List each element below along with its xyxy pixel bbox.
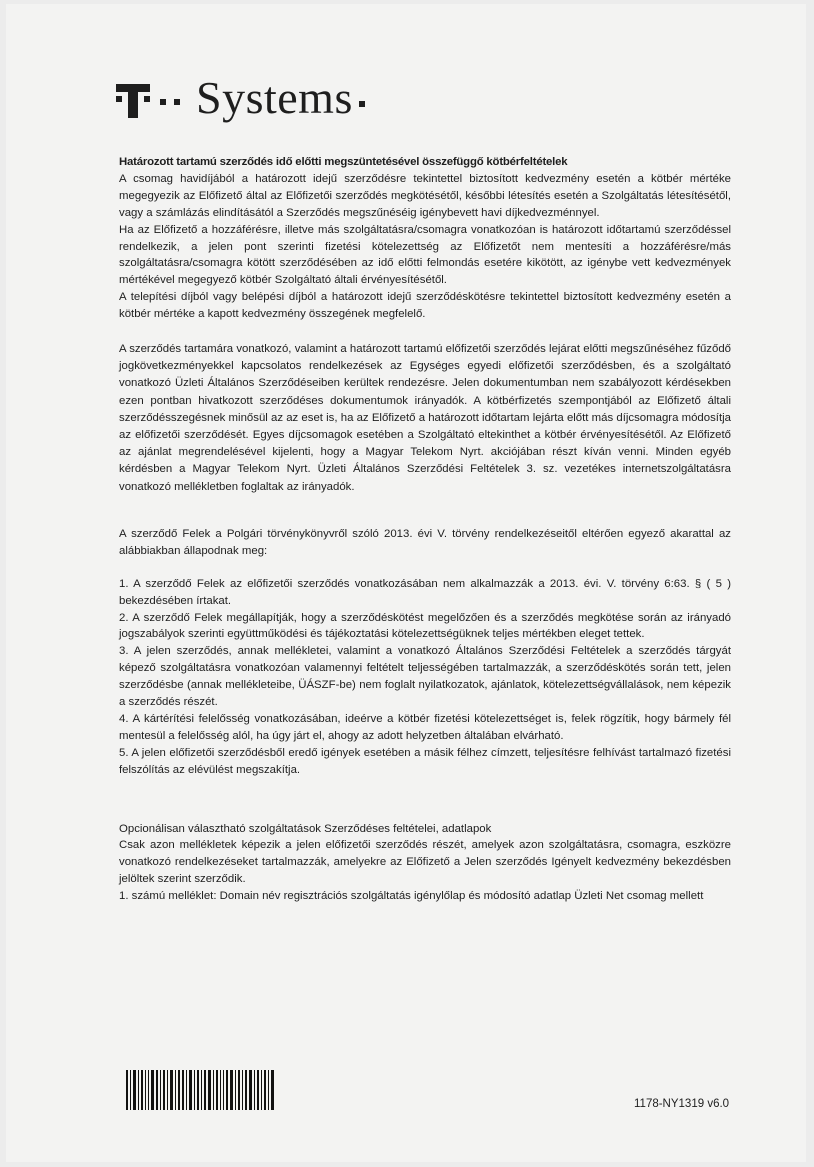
section1-paragraph: A csomag havidíjából a határozott idejű szerződésre tekintettel biztosított kedvezmény esetén a kötbér mértéke megegyezik az Előfizető által az Előfizetői szerződés megkötésétől, későbbi létesítés esetén a Szolgáltatás létesítésétől, vagy a számlázás elindításától a Szerződés megszűnéséig igénybevett havi díjkedvezménnyel.	[119, 172, 731, 219]
section1-paragraph: A telepítési díjból vagy belépési díjból a határozott idejű szerződéskötésre tekintettel biztosított kedvezmény esetén a kötbér mértéke a kapott kedvezmény összegének megfelelő.	[119, 291, 731, 321]
section3-item: 2. A szerződő Felek megállapítják, hogy a szerződéskötést megelőzően és a szerződés megkötése során az irányadó jogszabályok szerinti együttműködési és tájékoztatási kötelezettségüknek teljes mértékben eleget tettek.	[119, 611, 731, 641]
section2-paragraph: A szerződés tartamára vonatkozó, valamint a határozott tartamú előfizetői szerződés lejárat előtti megszűnéséhez fűződő jogkövetkezményekkel kapcsolatos rendelkezések az Egységes egyedi előfizetői szerződésben, és a szolgáltató vonatkozó Üzleti Általános Szerződéseiben kerültek rendezésre. Jelen dokumentumban nem szabályozott kérdésekben ezen pontban hivatkozott szerződéses dokumentumok irányadók. A kötbérfizetés szempontjából az Előfizető általi szerződésszegésnek minősül az az eset is, ha az Előfizető a határozott időtartam lejárta előtt más díjcsomagra módosítja az előfizetői szerződését. Egyes díjcsomagok esetében a Szolgáltató eltekinthet a kötbér érvényesítésétől. Az Előfizető az ajánlat megrendelésével kijelenti, hogy a Magyar Telekom Nyrt. akciójában részt kíván venni. Minden egyéb kérdésben a Magyar Telekom Nyrt. Üzleti Általános Szerződési Feltételek 3. sz. vezetékes internetszolgáltatásra vonatkozó mellékletben foglaltak az irányadók.	[119, 343, 731, 493]
section1-paragraph: Ha az Előfizető a hozzáférésre, illetve más szolgáltatásra/csomagra vonatkozóan is határozott időtartamú szerződéssel rendelkezik, a jelen pont szerinti fizetési kötelezettség az Előfizetőt nem mentesíti a hozzáférésre/más szolgáltatásra/csomagra kötött szerződésében az idő előtti felmondás esetére kikötött, az igénybe vett kedvezmények mértékével megegyező kötbér Szolgáltató általi érvényesítésétől.	[119, 223, 731, 287]
t-systems-logo	[116, 68, 365, 128]
logo-dots	[160, 95, 188, 101]
section3-item: 4. A kártérítési felelősség vonatkozásában, ideérve a kötbér fizetési kötelezettséget is, felek rögzítik, hogy bármely fél mentesül a felelősség alól, ha úgy járt el, ahogy az adott helyzetben általában elvárható.	[119, 712, 731, 742]
logo-trailing-dot	[359, 101, 365, 107]
document-page	[6, 4, 806, 1162]
section4-body: Csak azon mellékletek képezik a jelen előfizetői szerződés részét, amelyek azon szolgáltatásra, csomagra, eszközre vonatkozó rendelkezéseket tartalmazzák, amelyekre az Előfizető a Jelen szerződés Igényelt kedvezmény bekezdésben jelöltek szerint szerződik.	[119, 839, 731, 886]
document-body	[119, 154, 731, 905]
section4-heading: Opcionálisan választható szolgáltatások Szerződéses feltételei, adatlapok	[119, 822, 492, 835]
document-code: 1178-NY1319 v6.0	[634, 1098, 730, 1110]
t-logo-icon	[116, 76, 150, 120]
logo-wordmark: Systems	[196, 72, 353, 123]
section1-heading: Határozott tartamú szerződés idő előtti megszüntetésével összefüggő kötbérfeltételek	[119, 156, 568, 168]
section3-item: 3. A jelen szerződés, annak mellékletei, valamint a vonatkozó Általános Szerződési Feltételek a szerződés tárgyát képező szolgáltatásra vonatkozóan valamennyi feltételt teljességében tartalmazzák, a szerződéskötés során tett, jelen szerződésbe (annak mellékleteibe, ÜÁSZF-be) nem foglalt nyilatkozatok, ajánlatok, kötelezettségvállalások, nem képezik a szerződés részét.	[119, 645, 731, 709]
section3-item: 5. A jelen előfizetői szerződésből eredő igények esetében a másik félhez címzett, teljesítésre felhívást tartalmazó fizetési felszólítás az elévülést megszakítja.	[119, 746, 731, 776]
section3-intro: A szerződő Felek a Polgári törvénykönyvről szóló 2013. évi V. törvény rendelkezéseitől eltérően egyező akarattal az alábbiakban állapodnak meg:	[119, 527, 731, 557]
section3-item: 1. A szerződő Felek az előfizetői szerződés vonatkozásában nem alkalmazzák a 2013. évi. V. törvény 6:63. § ( 5 ) bekezdésében írtakat.	[119, 577, 731, 607]
barcode-icon	[126, 1070, 276, 1110]
section4-annex: 1. számú melléklet: Domain név regisztrációs szolgáltatás igénylőlap és módosító adatlap Üzleti Net csomag mellett	[119, 890, 704, 903]
